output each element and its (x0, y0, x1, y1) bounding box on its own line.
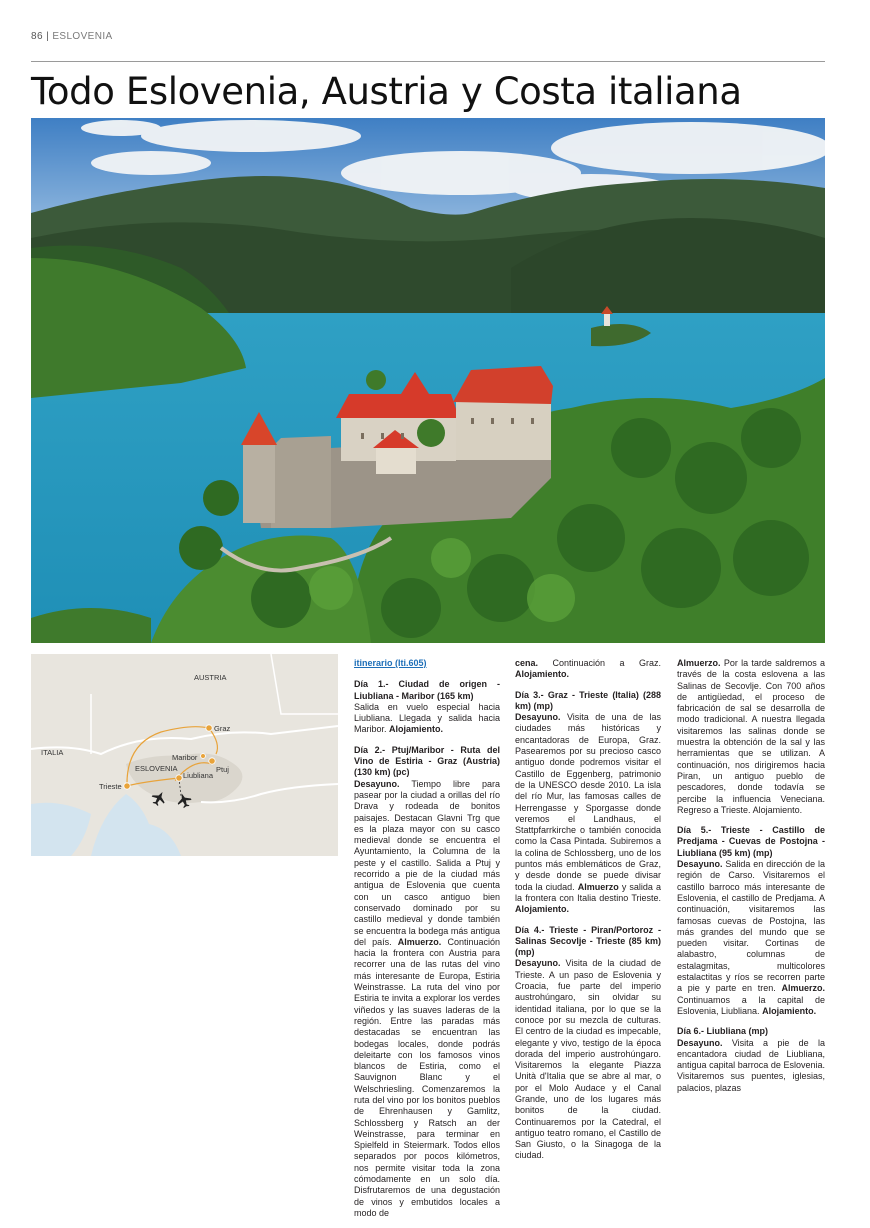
map-label-trieste: Trieste (99, 782, 122, 791)
header-separator: | (46, 31, 50, 42)
day-4-heading: Día 4.- Trieste - Piran/Portoroz - Salinas Secovlje - Trieste (85 km) (mp) (515, 924, 661, 958)
itinerary-column-2 (515, 658, 661, 1171)
lake-castle-illustration (31, 118, 825, 643)
day-1-heading: Día 1.- Ciudad de origen - Liubliana - Maribor (165 km) (354, 679, 500, 701)
graz-marker (206, 725, 212, 731)
slovenia-region-map (31, 654, 338, 856)
day-4: Día 4.- Trieste - Piran/Portoroz - Salinas Secovlje - Trieste (85 km) (mp) Desayuno. Visita de la ciudad de Trieste. A un paso de Eslovenia y Croacia, fue parte del imperio austrohúngaro, sin olvidar su identidad italiana, por lo que se la conoce por su mezcla de culturas. El centro de la ciudad es impecable, elegante y vivo, testigo de la época dorada del imperio austrohúngaro. Visitaremos la elegante Piazza Unità d'Italia que se abre al mar, o por el Molo Audace y el Canal Grande, uno de los lugares más bonitos de la ciudad. Continuaremos por la Catedral, el antiguo teatro romano, el Castillo de San Giusto, o la Sinagoga de la ciudad. (515, 924, 661, 1161)
map-label-maribor: Maribor (172, 753, 198, 762)
day-6-heading: Día 6.- Liubliana (mp) (677, 1026, 769, 1037)
itinerary-column-1 (354, 658, 500, 1228)
day-3: Día 3.- Graz - Trieste (Italia) (288 km) (mp) Desayuno. Visita de una de las ciudades más históricas y encantadoras de Europa, Graz. Pasearemos por su precioso casco antiguo donde podremos visitar el Castillo de Eggenberg, patrimonio de la UNESCO desde 2010. La isla del río Mur, las famosas calles de Herrengasse y Sporgasse donde veremos el Landhaus, el Stattpfarrkirche o también conocida como la Casa Pintada. Subiremos a la colina de Schlossberg, uno de los puntos más emblemáticos de Graz, y desde donde se puede divisar toda la ciudad. Almuerzo y salida a la frontera con Italia destino Trieste. Alojamiento. (515, 689, 661, 915)
header-divider (31, 61, 825, 62)
day-5-heading: Día 5.- Trieste - Castillo de Predjama - Cuevas de Postojna - Liubliana (95 km) (mp) (677, 825, 825, 858)
day-2-continued: cena. Continuación a Graz. Alojamiento. (515, 658, 661, 680)
map-label-italia: ITALIA (41, 748, 64, 757)
itinerary-link[interactable]: itinerario (Iti.605) (354, 658, 427, 668)
page-title: Todo Eslovenia, Austria y Costa italiana (31, 70, 742, 113)
route-map (31, 654, 338, 856)
day-5: Día 5.- Trieste - Castillo de Predjama - Cuevas de Postojna - Liubliana (95 km) (mp) Desayuno. Salida en dirección de la región de Carso. Visitaremos el castillo barroco más interesante de Eslovenia, el castillo de Predjama. A continuación, visitaremos las famosas cuevas de Postojna, las más grandes del mundo que se pueden visitar. Cortinas de alabastro, columnas de estalagmitas, multicolores estalactitas y ríos se recorren parte a pie y parte en tren. Almuerzo. Continuamos a la capital de Eslovenia, Liubliana. Alojamiento. (677, 825, 825, 1016)
map-label-austria: AUSTRIA (194, 673, 227, 682)
itinerary-column-3 (677, 658, 825, 1103)
trieste-marker (124, 783, 130, 789)
map-label-ptuj: Ptuj (216, 765, 229, 774)
map-label-eslovenia: ESLOVENIA (135, 764, 178, 773)
hero-photo (31, 118, 825, 643)
day-4-continued: Almuerzo. Por la tarde saldremos a través de la costa eslovena a las Salinas de Secovlje. Con 700 años de antigüedad, el proceso de fabricación de sal se desarrolla de modo tradicional. A nuestra llegada visitaremos las salinas donde se muestra la obtención de la sal y las herramientas que se utilizan. A continuación, nos dirigiremos hacia Piran, un antiguo pueblo de pescadores, donde todavía se percibe la influencia Veneciana. Regreso a Trieste. Alojamiento. (677, 658, 825, 815)
page-header (31, 31, 113, 42)
ptuj-marker (209, 758, 215, 764)
day-1: Día 1.- Ciudad de origen - Liubliana - Maribor (165 km) Salida en vuelo especial hacia Liubliana. Llegada y salida hacia Maribor. Alojamiento. (354, 679, 500, 735)
day-2: Día 2.- Ptuj/Maribor - Ruta del Vino de Estiria - Graz (Austria) (130 km) (pc) Desayuno. Tiempo libre para pasear por la ciudad a orillas del río Drava y rodeada de bonitos paisajes. Destacan Glavni Trg que es la plaza mayor con su casco medieval donde se encuentra el Ayuntamiento, la Columna de la peste y el castillo. Salida a Ptuj y recorrido a pie de la ciudad más antigua de Eslovenia que cuenta con un casco antiguo bien conservado dominado por su castillo medieval y donde también se encuentra la bodega más antigua del país. Almuerzo. Continuación hacia la frontera con Austria para recorrer una de las rutas del vino más interesante de Europa, Estiria Weinstrasse. La ruta del vino por Estiria te invita a explorar los verdes viñedos y las suaves laderas de la región. Entre las paradas más destacadas se encuentran las bodegas locales, donde podrás deleitarte con los famosos vinos blancos de Estiria, como el Sauvignon Blanc y el Welschriesling. Comenzaremos la ruta del vino por los bonitos pueblos de Ehrenhausen y Gamlitz, Schlossberg y Ratsch an der Weinstrasse, para terminar en Spielfeld in Steiermark. Todos ellos separados por pocos kilómetros, nos permite visitar toda la zona cómodamente en un solo día. Disfrutaremos de una degustación de vinos y embutidos locales a modo de (354, 744, 500, 1218)
page-number: 86 (31, 31, 43, 42)
map-label-graz: Graz (214, 724, 231, 733)
liubliana-marker (176, 775, 182, 781)
day-6: Día 6.- Liubliana (mp) Desayuno. Visita a pie de la encantadora ciudad de Liubliana, antigua capital barroca de Eslovenia. Visitaremos sus puentes, iglesias, palacios, plazas (677, 1026, 825, 1093)
section-name: ESLOVENIA (52, 31, 113, 42)
day-2-heading: Día 2.- Ptuj/Maribor - Ruta del Vino de Estiria - Graz (Austria) (130 km) (pc) (354, 744, 500, 778)
maribor-marker (201, 754, 206, 759)
day-3-heading: Día 3.- Graz - Trieste (Italia) (288 km) (mp) (515, 689, 661, 711)
map-label-liubliana: Liubliana (183, 771, 214, 780)
